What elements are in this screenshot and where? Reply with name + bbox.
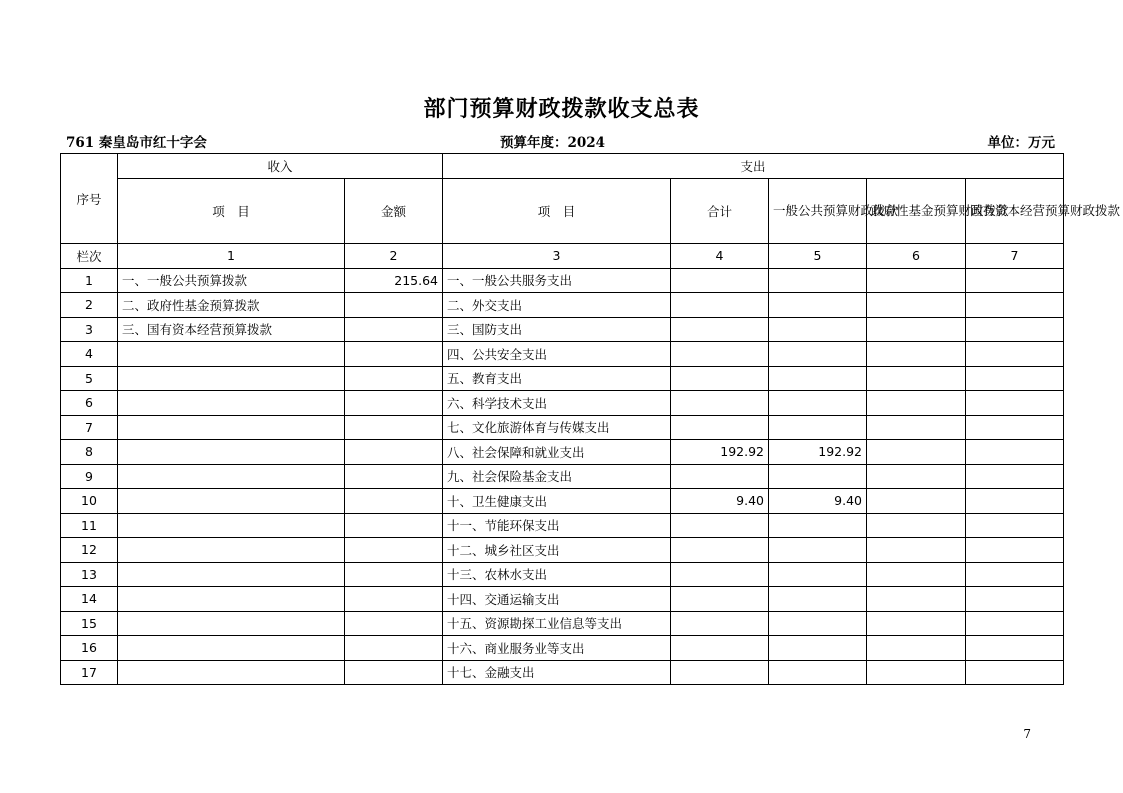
expense-state-capital	[966, 415, 1064, 440]
income-item	[118, 464, 345, 489]
expense-state-capital	[966, 342, 1064, 367]
income-amount	[345, 611, 443, 636]
expense-general-budget	[769, 366, 867, 391]
column-index: 7	[966, 244, 1064, 269]
expense-total	[671, 513, 769, 538]
expense-gov-fund	[867, 317, 966, 342]
expense-state-capital	[966, 366, 1064, 391]
expense-total	[671, 268, 769, 293]
expense-gov-fund	[867, 293, 966, 318]
expense-total	[671, 415, 769, 440]
income-item	[118, 342, 345, 367]
row-seq: 11	[61, 513, 118, 538]
income-amount	[345, 293, 443, 318]
table-row	[61, 636, 1064, 661]
expense-total	[671, 293, 769, 318]
table-row	[61, 587, 1064, 612]
header-gov-fund: 政府性基金预算财政拨款	[867, 178, 966, 243]
column-index-label: 栏次	[61, 244, 118, 269]
expense-total	[671, 538, 769, 563]
expense-item: 十、卫生健康支出	[443, 489, 671, 514]
row-seq: 15	[61, 611, 118, 636]
page-title: 部门预算财政拨款收支总表	[423, 96, 700, 122]
income-amount	[345, 562, 443, 587]
income-item	[118, 440, 345, 465]
expense-item: 十六、商业服务业等支出	[443, 636, 671, 661]
column-index: 2	[345, 244, 443, 269]
expense-general-budget	[769, 391, 867, 416]
income-item: 二、政府性基金预算拨款	[118, 293, 345, 318]
income-amount	[345, 415, 443, 440]
expense-general-budget: 192.92	[769, 440, 867, 465]
expense-total	[671, 636, 769, 661]
expense-total	[671, 342, 769, 367]
header-row-2	[61, 178, 1064, 243]
table-row	[61, 268, 1064, 293]
expense-gov-fund	[867, 440, 966, 465]
expense-general-budget	[769, 342, 867, 367]
expense-state-capital	[966, 660, 1064, 685]
table-row	[61, 464, 1064, 489]
expense-item: 九、社会保险基金支出	[443, 464, 671, 489]
row-seq: 5	[61, 366, 118, 391]
expense-item: 十七、金融支出	[443, 660, 671, 685]
income-item	[118, 489, 345, 514]
expense-gov-fund	[867, 415, 966, 440]
expense-gov-fund	[867, 636, 966, 661]
header-row-1	[61, 154, 1064, 179]
income-item	[118, 636, 345, 661]
page-number: 7	[1023, 727, 1031, 741]
expense-total	[671, 587, 769, 612]
expense-state-capital	[966, 268, 1064, 293]
expense-general-budget	[769, 660, 867, 685]
expense-state-capital	[966, 440, 1064, 465]
budget-table	[60, 153, 1121, 685]
row-seq: 12	[61, 538, 118, 563]
column-index: 1	[118, 244, 345, 269]
row-seq: 2	[61, 293, 118, 318]
expense-general-budget	[769, 636, 867, 661]
header-income: 收入	[118, 154, 443, 179]
income-item	[118, 538, 345, 563]
expense-gov-fund	[867, 611, 966, 636]
expense-gov-fund	[867, 391, 966, 416]
currency-unit: 单位：万元	[987, 135, 1055, 151]
row-seq: 13	[61, 562, 118, 587]
row-seq: 9	[61, 464, 118, 489]
expense-item: 十一、节能环保支出	[443, 513, 671, 538]
table-row	[61, 293, 1064, 318]
expense-general-budget	[769, 513, 867, 538]
column-index: 3	[443, 244, 671, 269]
expense-gov-fund	[867, 562, 966, 587]
header-state-capital: 国有资本经营预算财政拨款	[966, 178, 1064, 243]
expense-total	[671, 660, 769, 685]
income-item	[118, 611, 345, 636]
income-item	[118, 660, 345, 685]
expense-item: 六、科学技术支出	[443, 391, 671, 416]
table-row	[61, 342, 1064, 367]
expense-item: 四、公共安全支出	[443, 342, 671, 367]
expense-total	[671, 464, 769, 489]
expense-gov-fund	[867, 366, 966, 391]
expense-general-budget	[769, 293, 867, 318]
expense-general-budget	[769, 562, 867, 587]
income-amount	[345, 342, 443, 367]
expense-general-budget	[769, 587, 867, 612]
expense-gov-fund	[867, 464, 966, 489]
expense-item: 十五、资源勘探工业信息等支出	[443, 611, 671, 636]
table-row	[61, 660, 1064, 685]
income-item	[118, 513, 345, 538]
expense-gov-fund	[867, 489, 966, 514]
column-index-row	[61, 244, 1064, 269]
income-item	[118, 391, 345, 416]
expense-general-budget	[769, 464, 867, 489]
table-row	[61, 611, 1064, 636]
expense-state-capital	[966, 317, 1064, 342]
header-expense: 支出	[443, 154, 1064, 179]
expense-item: 三、国防支出	[443, 317, 671, 342]
table-row	[61, 440, 1064, 465]
table-row	[61, 538, 1064, 563]
table-row	[61, 317, 1064, 342]
column-index: 6	[867, 244, 966, 269]
table-row	[61, 562, 1064, 587]
expense-general-budget	[769, 268, 867, 293]
expense-item: 二、外交支出	[443, 293, 671, 318]
header-income-item: 项 目	[118, 178, 345, 243]
expense-total	[671, 366, 769, 391]
expense-gov-fund	[867, 268, 966, 293]
expense-item: 五、教育支出	[443, 366, 671, 391]
unit-name: 761 秦皇岛市红十字会	[66, 135, 207, 151]
header-general-budget: 一般公共预算财政拨款	[769, 178, 867, 243]
income-amount	[345, 391, 443, 416]
income-amount	[345, 538, 443, 563]
expense-state-capital	[966, 587, 1064, 612]
header-expense-item: 项 目	[443, 178, 671, 243]
row-seq: 6	[61, 391, 118, 416]
expense-state-capital	[966, 464, 1064, 489]
expense-general-budget	[769, 415, 867, 440]
expense-general-budget	[769, 611, 867, 636]
expense-total: 9.40	[671, 489, 769, 514]
income-amount	[345, 489, 443, 514]
income-amount	[345, 440, 443, 465]
expense-state-capital	[966, 293, 1064, 318]
income-item	[118, 562, 345, 587]
expense-item: 八、社会保障和就业支出	[443, 440, 671, 465]
income-amount	[345, 636, 443, 661]
expense-state-capital	[966, 391, 1064, 416]
expense-general-budget: 9.40	[769, 489, 867, 514]
row-seq: 7	[61, 415, 118, 440]
expense-state-capital	[966, 611, 1064, 636]
expense-state-capital	[966, 636, 1064, 661]
expense-state-capital	[966, 489, 1064, 514]
income-amount	[345, 587, 443, 612]
expense-item: 七、文化旅游体育与传媒支出	[443, 415, 671, 440]
header-amount: 金额	[345, 178, 443, 243]
expense-item: 十二、城乡社区支出	[443, 538, 671, 563]
income-amount	[345, 464, 443, 489]
expense-total	[671, 562, 769, 587]
expense-state-capital	[966, 562, 1064, 587]
income-item	[118, 587, 345, 612]
row-seq: 8	[61, 440, 118, 465]
expense-general-budget	[769, 538, 867, 563]
budget-year: 预算年度：2024	[500, 135, 606, 151]
expense-state-capital	[966, 538, 1064, 563]
column-index: 4	[671, 244, 769, 269]
income-item	[118, 415, 345, 440]
table-row	[61, 513, 1064, 538]
income-amount	[345, 366, 443, 391]
income-item: 三、国有资本经营预算拨款	[118, 317, 345, 342]
expense-gov-fund	[867, 342, 966, 367]
expense-general-budget	[769, 317, 867, 342]
expense-state-capital	[966, 513, 1064, 538]
income-item	[118, 366, 345, 391]
row-seq: 3	[61, 317, 118, 342]
expense-total	[671, 391, 769, 416]
row-seq: 14	[61, 587, 118, 612]
expense-item: 十三、农林水支出	[443, 562, 671, 587]
expense-gov-fund	[867, 587, 966, 612]
income-amount	[345, 660, 443, 685]
row-seq: 10	[61, 489, 118, 514]
income-amount	[345, 513, 443, 538]
income-amount: 215.64	[345, 268, 443, 293]
table-row	[61, 366, 1064, 391]
header-seq: 序号	[61, 154, 118, 244]
expense-item: 十四、交通运输支出	[443, 587, 671, 612]
expense-total	[671, 611, 769, 636]
income-item: 一、一般公共预算拨款	[118, 268, 345, 293]
column-index: 5	[769, 244, 867, 269]
row-seq: 4	[61, 342, 118, 367]
table-row	[61, 489, 1064, 514]
row-seq: 17	[61, 660, 118, 685]
header-total: 合计	[671, 178, 769, 243]
row-seq: 1	[61, 268, 118, 293]
expense-gov-fund	[867, 513, 966, 538]
income-amount	[345, 317, 443, 342]
row-seq: 16	[61, 636, 118, 661]
table-row	[61, 391, 1064, 416]
expense-gov-fund	[867, 660, 966, 685]
expense-item: 一、一般公共服务支出	[443, 268, 671, 293]
expense-total	[671, 317, 769, 342]
expense-gov-fund	[867, 538, 966, 563]
table-row	[61, 415, 1064, 440]
expense-total: 192.92	[671, 440, 769, 465]
